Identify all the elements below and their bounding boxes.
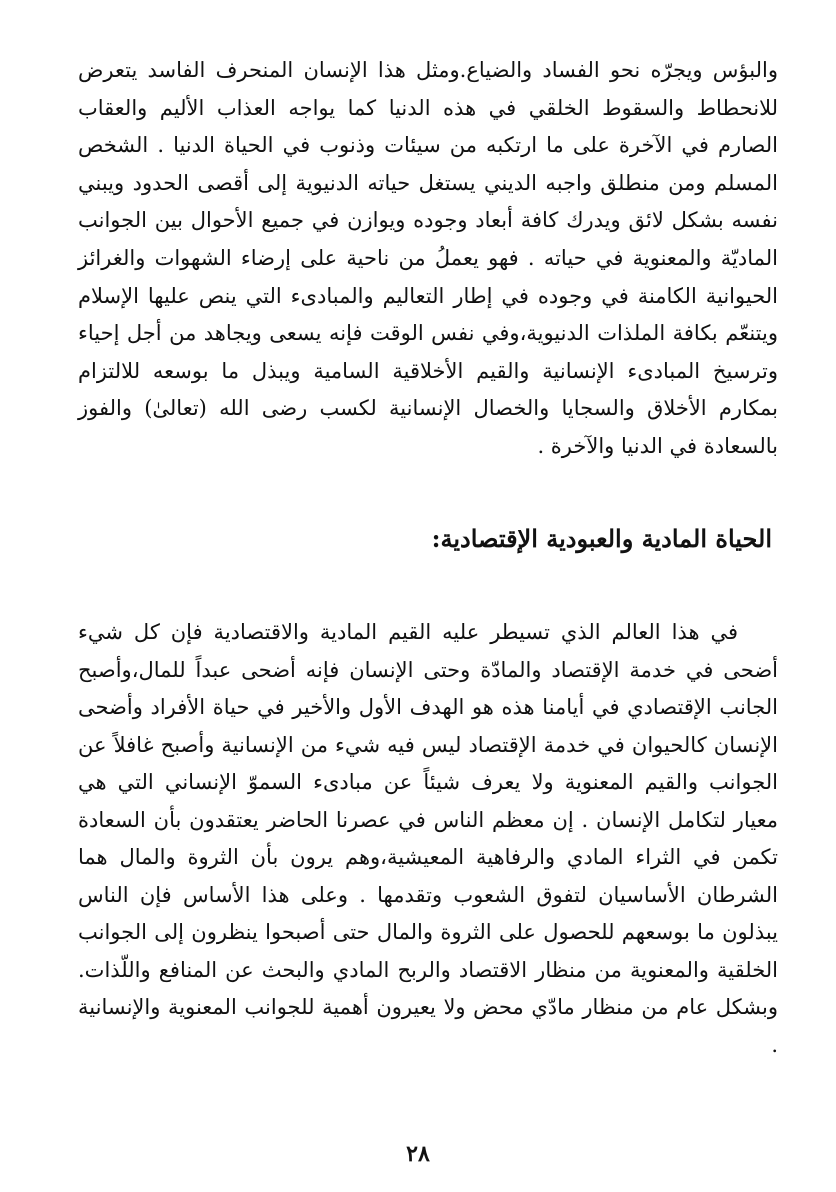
body-paragraph-1: والبؤس ويجرّه نحو الفساد والضياع.ومثل هذا الإنسان المنحرف الفاسد يتعرض للانحطاط والسقوط الخلقي في هذه الدنيا كما يواجه العذاب الأليم والعقاب الصارم في الآخرة على ما ارتكبه من سيئات وذنوب في الحياة الدنيا . الشخص المسلم ومن منطلق واجبه الديني يستغل حياته الدنيوية إلى أقصى الحدود ويبني نفسه بشكل لائق ويدرك كافة أبعاد وجوده ويوازن في جميع الأحوال بين الجوانب الماديّة والمعنوية في حياته . فهو يعملُ من ناحية على إرضاء الشهوات والغرائز الحيوانية الكامنة في وجوده في إطار التعاليم والمبادىء التي ينص عليها الإسلام ويتنعّم بكافة الملذات الدنيوية،وفي نفس الوقت فإنه يسعى ويجاهد من أجل إحياء وترسيخ المبادىء الإنسانية والقيم الأخلاقية السامية ويبذل ما بوسعه للالتزام بمكارم الأخلاق والسجايا والخصال الإنسانية لكسب رضى الله (تعالىٰ) والفوز بالسعادة في الدنيا والآخرة . <box>78 58 778 458</box>
page-number: ٢٨ <box>406 1141 430 1167</box>
book-page <box>78 52 778 1152</box>
section-heading: الحياة المادية والعبودية الإقتصادية: <box>431 524 772 553</box>
body-paragraph-2: في هذا العالم الذي تسيطر عليه القيم المادية والاقتصادية فإن كل شيء أضحى في خدمة الإقتصاد والمادّة وحتى الإنسان فإنه أضحى عبداً للمال،وأصبح الجانب الإقتصادي في أيامنا هذه هو الهدف الأول والأخير في حياة الأفراد وأضحى الإنسان كالحيوان في خدمة الإقتصاد ليس فيه شيء من الإنسانية وأصبح غافلاً عن الجوانب والقيم المعنوية ولا يعرف شيئاً عن مبادىء السموّ الإنساني التي هي معيار لتكامل الإنسان . إن معظم الناس في عصرنا الحاضر يعتقدون بأن السعادة تكمن في الثراء المادي والرفاهية المعيشية،وهم يرون بأن الثروة والمال هما الشرطان الأساسيان لتفوق الشعوب وتقدمها . وعلى هذا الأساس فإن الناس يبذلون ما بوسعهم للحصول على الثروة والمال حتى أصبحوا ينظرون إلى الجوانب الخلقية والمعنوية من منظار الاقتصاد والربح المادي والبحث عن المنافع واللّذات. وبشكل عام من منظار مادّي محض ولا يعيرون أهمية للجوانب المعنوية والإنسانية . <box>78 620 778 1057</box>
